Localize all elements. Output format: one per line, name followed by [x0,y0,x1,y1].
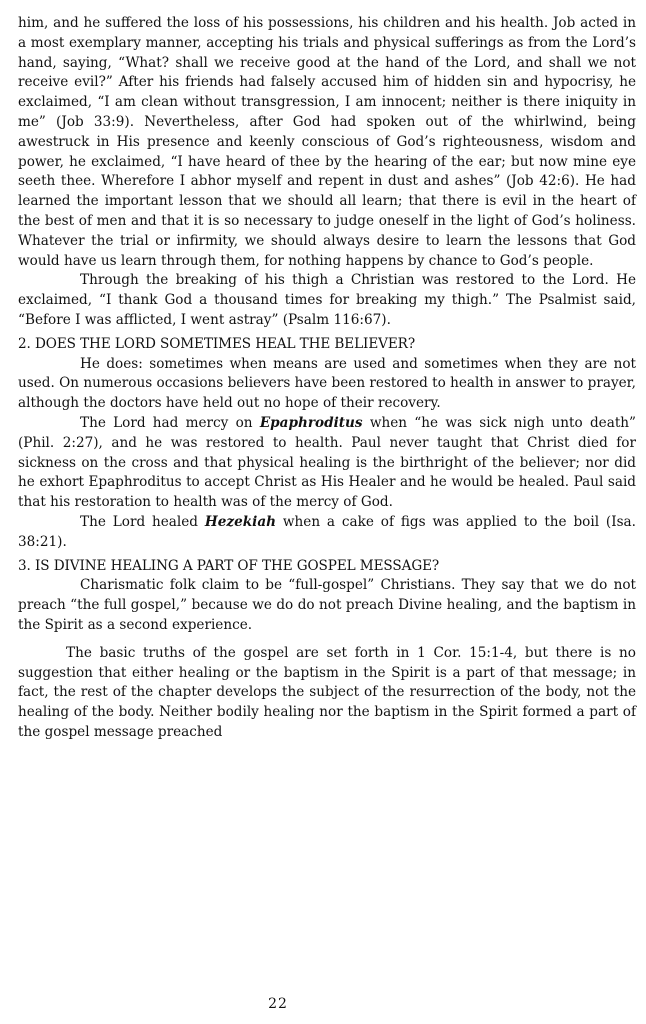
hezekiah-name: Hezekiah [204,513,277,530]
paragraph-hezekiah [18,513,636,553]
paragraph-epaphroditus [18,414,636,513]
hezekiah-text-before: The Lord healed [80,513,205,530]
page-number: 22 [268,996,288,1012]
epaphroditus-text-before: The Lord had mercy on [80,414,260,431]
epaphroditus-name: Epaphroditus [259,414,363,431]
paragraph-broken-thigh: Through the breaking of his thigh a Christian was restored to the Lord. He exclaimed, “I thank God a thousand times for breaking my thigh.” The Psalmist said, “Before I was afflicted, I went astray” (Psalm 116:67). [18,272,636,328]
paragraph-job-trials: him, and he suffered the loss of his possessions, his children and his health. Job acted in a most exemplary manner, accepting his trials and physical sufferings as from the Lord’s hand, saying, “What? shall we receive good at the hand of the Lord, and shall we not receive evil?” After his friends had falsely accused him of hidden sin and hypocrisy, he exclaimed, “I am clean without transgression, I am innocent; neither is there iniquity in me” (Job 33:9). Nevertheless, after God had spoken out of the whirlwind, being awestruck in His presence and keenly conscious of God’s righteousness, wisdom and power, he exclaimed, “I have heard of thee by the hearing of the ear; but now mine eye seeth thee. Wherefore I abhor myself and repent in dust and ashes” (Job 42:6). He had learned the important lesson that we should all learn; that there is evil in the heart of the best of men and that it is so necessary to judge oneself in the light of God’s holiness. Whatever the trial or infirmity, we should always desire to learn the lessons that God would have us learn through them, for nothing happens by chance to God’s people. [18,15,636,269]
hezekiah-text-after: when a cake of figs was applied to the boil (Isa. 38:21). [18,513,636,550]
paragraph-answer-2: He does: sometimes when means are used and sometimes when they are not used. On numerous occasions believers have been restored to health in answer to prayer, although the doctors have held out no hope of their recovery. [18,355,636,412]
paragraph-gospel-basics: The basic truths of the gospel are set forth in 1 Cor. 15:1-4, but there is no suggestion that either healing or the baptism in the Spirit is a part of that message; in fact, the rest of the chapter develops the subject of the resurrection of the body, not the healing of the body. Neither bodily healing nor the baptism in the Spirit formed a part of the gospel message preached [18,644,636,740]
epaphroditus-text-after: when “he was sick nigh unto death” (Phil. 2:27), and he was restored to health. Paul never taught that Christ died for sickness on the cross and that physical healing is the birthright of the believer; nor did he exhort Epaphroditus to accept Christ as His Healer and he would be healed. Paul said that his restoration to health was of the mercy of God. [18,414,636,511]
paragraph-charismatic-claim: Charismatic folk claim to be “full-gospel” Christians. They say that we do not preach “the full gospel,” because we do do not preach Divine healing, and the baptism in the Spirit as a second experience. [18,577,636,633]
document-page [18,14,636,743]
question-heading-2: 2. DOES THE LORD SOMETIMES HEAL THE BELIEVER? [18,335,416,352]
paragraph-gap [18,636,636,644]
question-heading-3: 3. IS DIVINE HEALING A PART OF THE GOSPEL MESSAGE? [18,557,440,574]
